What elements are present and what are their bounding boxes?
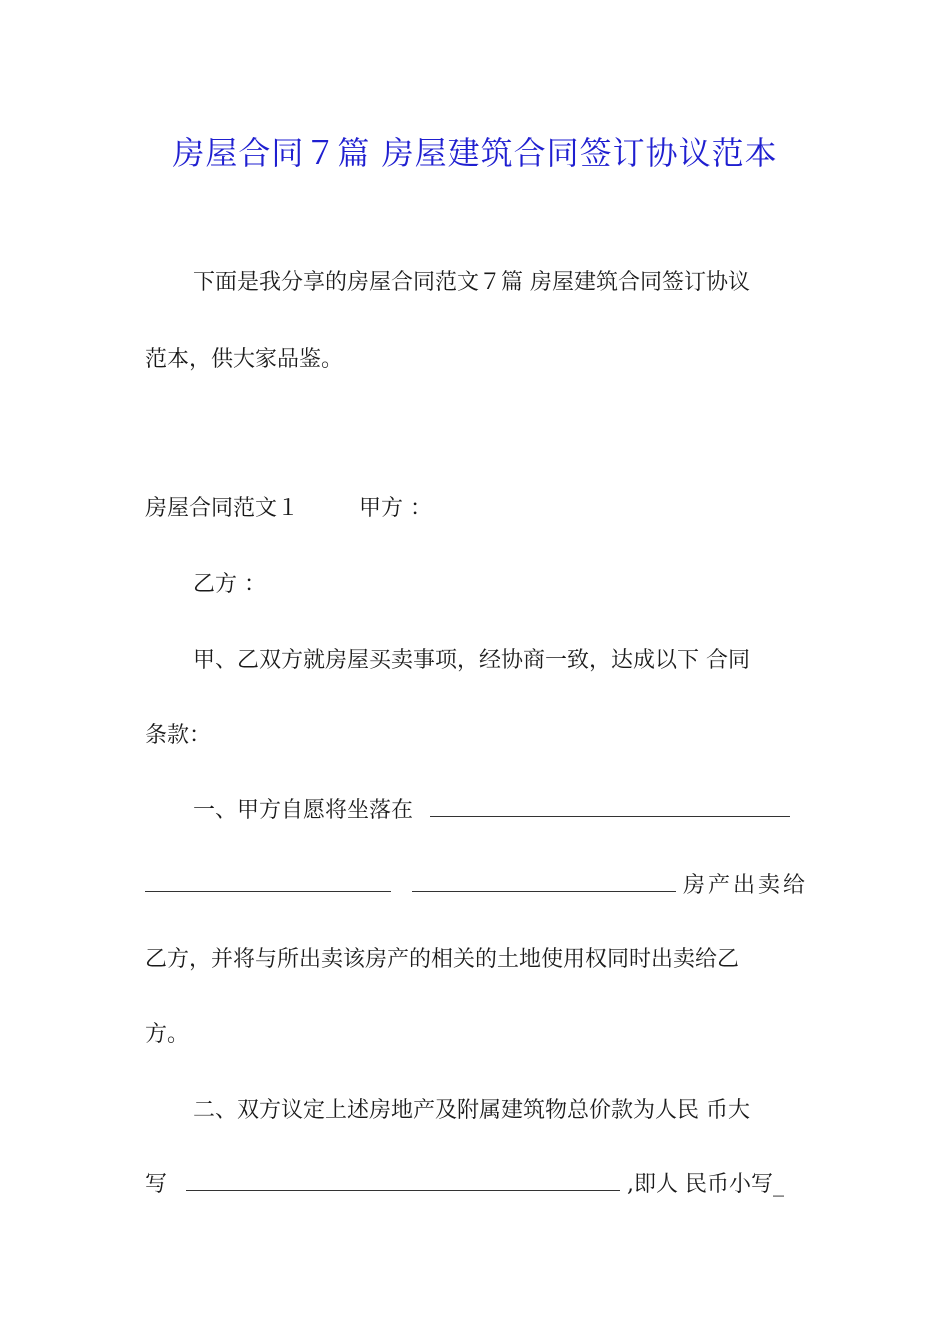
clause-intro-line-1: 甲、乙双方就房屋买卖事项，经协商一致，达成以下 合同: [193, 648, 750, 673]
intro-line-1-text: 下面是我分享的房屋合同范文７篇 房屋建筑合同签订协议: [193, 270, 750, 295]
clause-2-prefix: 写: [145, 1172, 168, 1197]
section-heading-row: [145, 494, 807, 524]
clause-intro-line-2: 条款：: [145, 723, 212, 748]
clause-2-line-2: [145, 1170, 807, 1200]
clause-1-line-1: [145, 796, 807, 826]
clause-1-line-2: [145, 871, 807, 901]
intro-paragraph-line-1: [145, 268, 807, 298]
clause-1-prefix: 一、甲方自愿将坐落在: [193, 798, 414, 823]
clause-1-suffix: 房产出卖给: [683, 873, 809, 898]
document-title: 房屋合同７篇 房屋建筑合同签订协议范本: [172, 134, 778, 172]
clause-1-line-4: 方。: [145, 1022, 190, 1047]
clause-2-line-1: 二、双方议定上述房地产及附属建筑物总价款为人民 币大: [193, 1098, 750, 1123]
location-blank-3: [412, 871, 676, 892]
intro-paragraph-line-2: 范本，供大家品鉴。: [145, 347, 344, 372]
clause-1-line-3: 乙方，并将与所出卖该房产的相关的土地使用权同时出卖给乙: [145, 947, 740, 972]
section-heading: 房屋合同范文１: [145, 496, 300, 521]
location-blank-1: [430, 796, 790, 817]
party-b-label: 乙方 ：: [193, 572, 266, 597]
location-blank-2: [145, 871, 391, 892]
clause-2-middle: ,即人 民币小写_: [627, 1172, 785, 1197]
amount-in-words-blank: [186, 1170, 620, 1191]
party-a-label: 甲方 ：: [359, 496, 433, 521]
